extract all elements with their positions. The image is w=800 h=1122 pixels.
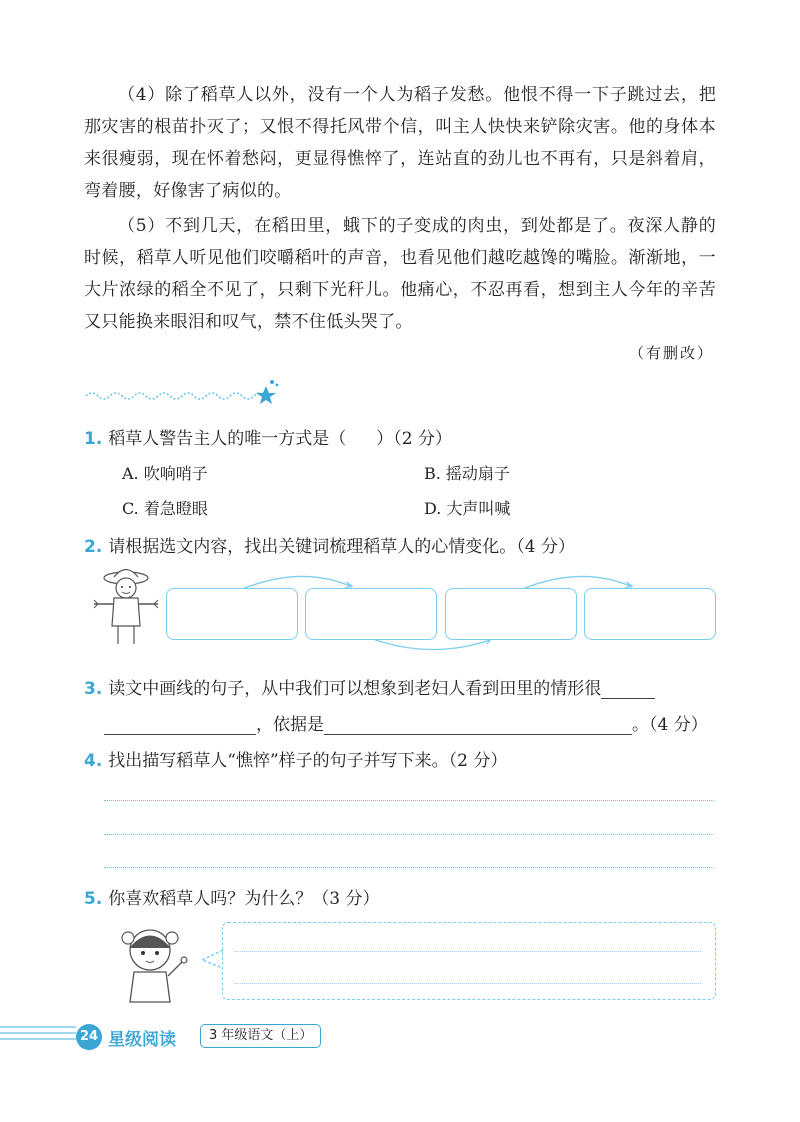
question-3-number: 3.: [84, 679, 103, 699]
question-2-number: 2.: [84, 537, 103, 557]
question-1-text-a: 稻草人警告主人的唯一方式是（: [108, 429, 347, 449]
question-5: [84, 884, 380, 909]
passage-paragraph-5: [84, 210, 716, 338]
footer-decor-lines: [0, 1026, 76, 1044]
brand-title: 星级阅读: [108, 1030, 176, 1050]
answer-line-2[interactable]: [104, 834, 714, 835]
question-2-text: 请根据选文内容，找出关键词梳理稻草人的心情变化。（4 分）: [108, 537, 576, 557]
question-4-number: 4.: [84, 751, 103, 771]
wavy-divider-icon: [84, 376, 284, 410]
option-b[interactable]: B. 摇动扇子: [424, 464, 510, 483]
question-4-text: 找出描写稻草人“憔悴”样子的句子并写下来。（2 分）: [108, 751, 508, 771]
speech-bubble-answer-box[interactable]: [222, 922, 716, 1000]
option-a[interactable]: A. 吹响哨子: [122, 464, 208, 483]
speech-pointer-icon: [200, 948, 224, 972]
paragraph-5-text: （5）不到几天，在稻田里，蛾下的子变成的肉虫，到处都是了。夜深人静的时候，稻草人听见他们咬嚼稻叶的声音，也看见他们越吃越馋的嘴脸。渐渐地，一大片浓绿的稻全不见了，只剩下光秆儿。他痛心，不忍再看，想到主人今年的辛苦又只能换来眼泪和叹气，禁不住低头哭了。: [84, 216, 716, 332]
answer-line-3[interactable]: [104, 867, 714, 868]
question-3-text-c: 。（4 分）: [632, 715, 708, 735]
answer-blank-1b[interactable]: [104, 716, 256, 735]
question-3-line-2: [104, 710, 708, 735]
paragraph-4-text: （4）除了稻草人以外，没有一个人为稻子发愁。他恨不得一下子跳过去，把那灾害的根苗扑灭了；又恨不得托风带个信，叫主人快快来铲除灾害。他的身体本来很瘦弱，现在怀着愁闷，更显得憔悴了，连站直的劲儿也不再有，只是斜着肩，弯着腰，好像害了病似的。: [84, 85, 716, 201]
question-5-text: 你喜欢稻草人吗？为什么？（3 分）: [108, 889, 380, 909]
source-note: （有删改）: [628, 344, 714, 362]
answer-blank-2[interactable]: [324, 716, 632, 735]
question-3-text-b: ，依据是: [256, 715, 324, 735]
question-4: [84, 746, 507, 771]
mood-box-4[interactable]: [584, 588, 716, 640]
question-2: [84, 532, 575, 557]
mood-box-3[interactable]: [445, 588, 577, 640]
scarecrow-icon: [90, 564, 162, 648]
mood-box-2[interactable]: [305, 588, 437, 640]
question-3: [84, 674, 655, 699]
option-c[interactable]: C. 着急瞪眼: [122, 499, 208, 518]
answer-line-1[interactable]: [104, 800, 714, 801]
page-number: 24: [76, 1024, 102, 1050]
option-d[interactable]: D. 大声叫喊: [424, 499, 511, 518]
question-5-number: 5.: [84, 889, 103, 909]
answer-blank-1a[interactable]: [601, 680, 655, 699]
bubble-answer-line-2[interactable]: [235, 983, 701, 984]
grade-subject-tag: 3 年级语文（上）: [200, 1024, 321, 1048]
question-1-number: 1.: [84, 429, 103, 449]
bubble-answer-line-1[interactable]: [235, 951, 701, 952]
passage-paragraph-4: [84, 79, 716, 207]
question-3-text-a: 读文中画线的句子，从中我们可以想象到老妇人看到田里的情形很: [108, 679, 602, 699]
mood-box-1[interactable]: [166, 588, 298, 640]
question-1-text-b: ）（2 分）: [376, 429, 453, 449]
girl-icon: [112, 922, 202, 1004]
question-1: [84, 424, 452, 449]
